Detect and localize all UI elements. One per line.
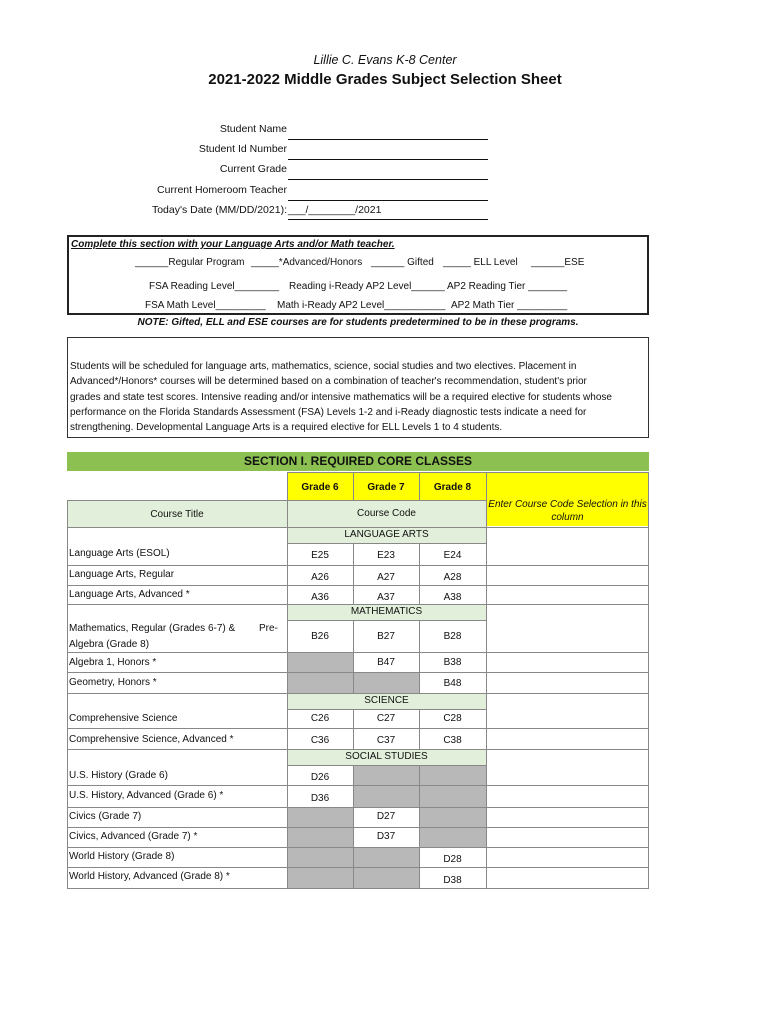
subject-header-social-studies: SOCIAL STUDIES (287, 749, 486, 765)
grade-6-header: Grade 6 (287, 472, 353, 500)
course-code-cell: A27 (377, 572, 395, 583)
date-underline (288, 219, 488, 220)
ell-level-option[interactable]: _____ ELL Level (443, 257, 518, 268)
na-cell (353, 672, 419, 693)
placement-line: grades and state test scores. Intensive reading and/or intensive mathematics will be a required elective for students whose (70, 391, 612, 403)
school-name: Lillie C. Evans K-8 Center (313, 53, 457, 67)
course-code-cell: D27 (376, 811, 396, 822)
course-code-cell: D38 (443, 875, 462, 886)
gifted-option[interactable]: ______ Gifted (371, 257, 434, 268)
course-title-cell: Language Arts (ESOL) (69, 548, 170, 559)
course-title-cell: Civics (Grade 7) (69, 811, 142, 822)
course-title-cell-extra: Pre- (259, 623, 278, 634)
teacher-section-box (67, 235, 649, 315)
section-heading: SECTION I. REQUIRED CORE CLASSES (67, 452, 649, 471)
na-cell (353, 847, 419, 867)
student-name-label: Student Name (219, 123, 287, 135)
date-label: Today's Date (MM/DD/2021): (151, 204, 287, 216)
course-title-cell: Comprehensive Science, Advanced * (69, 734, 234, 745)
course-code-cell: A26 (311, 572, 329, 583)
na-cell (287, 672, 353, 693)
course-code-cell: B47 (377, 657, 395, 668)
course-code-cell: E25 (311, 550, 329, 561)
subject-header-science: SCIENCE (287, 693, 486, 709)
course-code-cell: A38 (443, 592, 462, 603)
course-title-header: Course Title (67, 500, 287, 527)
course-code-cell: C27 (376, 713, 396, 724)
course-title-cell: U.S. History (Grade 6) (69, 770, 168, 781)
advanced-honors-option[interactable]: _____*Advanced/Honors (251, 257, 363, 268)
course-code-cell: D36 (310, 793, 330, 804)
math-iready-level[interactable]: Math i-Ready AP2 Level___________ (277, 300, 446, 311)
enter-code-header: Enter Course Code Selection in this column (486, 472, 649, 526)
course-code-cell: D37 (376, 831, 396, 842)
homeroom-teacher-label: Current Homeroom Teacher (157, 184, 287, 196)
course-code-cell: C38 (443, 735, 462, 746)
regular-program-option[interactable]: ______Regular Program (135, 257, 245, 268)
subject-header-mathematics: MATHEMATICS (287, 604, 486, 620)
placement-line: strengthening. Developmental Language Arts is a required elective for ELL Levels 1 to 4 students. (70, 422, 503, 434)
teacher-section-heading: Complete this section with your Language Arts and/or Math teacher. (71, 239, 395, 250)
course-title-cell: Language Arts, Advanced * (69, 589, 190, 600)
student-id-row (60, 140, 500, 160)
current-grade-row (60, 160, 500, 180)
course-code-cell: A36 (311, 592, 329, 603)
na-cell (419, 785, 486, 807)
course-title-cell: Mathematics, Regular (Grades 6-7) & (69, 623, 236, 634)
fsa-math-level[interactable]: FSA Math Level_________ (145, 300, 266, 311)
course-code-cell: B38 (443, 657, 462, 668)
student-id-label: Student Id Number (198, 143, 287, 155)
reading-iready-level[interactable]: Reading i-Ready AP2 Level______ (289, 281, 445, 292)
current-grade-field[interactable] (288, 179, 488, 180)
na-cell (287, 827, 353, 847)
student-name-row (60, 120, 500, 140)
course-code-cell: C37 (376, 735, 396, 746)
na-cell (287, 652, 353, 672)
course-code-cell: E24 (443, 550, 462, 561)
na-cell (287, 867, 353, 888)
course-code-cell: B26 (311, 631, 329, 642)
placement-line: Students will be scheduled for language arts, mathematics, science, social studies and two electives. Placement in (70, 361, 577, 372)
course-title-cell: World History (Grade 8) (69, 851, 175, 862)
na-cell (353, 765, 419, 785)
course-code-header: Course Code (287, 500, 486, 527)
program-note: NOTE: Gifted, ELL and ESE courses are for students predetermined to be in these programs. (137, 317, 579, 328)
date-field[interactable]: ___/________/2021 (288, 204, 382, 216)
course-title-cell: U.S. History, Advanced (Grade 6) * (69, 790, 224, 801)
placement-text-box (67, 337, 649, 438)
course-code-cell: B48 (443, 678, 462, 689)
page-title: 2021-2022 Middle Grades Subject Selection Sheet (208, 71, 562, 88)
grade-7-header: Grade 7 (353, 472, 419, 500)
course-title-cell-line2: Algebra (Grade 8) (69, 639, 150, 650)
course-code-cell: D26 (310, 772, 330, 783)
na-cell (287, 807, 353, 827)
course-title-cell: Language Arts, Regular (69, 569, 175, 580)
subject-header-language-arts: LANGUAGE ARTS (287, 527, 486, 543)
ese-option[interactable]: ______ESE (531, 257, 585, 268)
na-cell (419, 765, 486, 785)
na-cell (287, 847, 353, 867)
ap2-math-tier[interactable]: AP2 Math Tier _________ (451, 300, 568, 311)
current-grade-label: Current Grade (219, 163, 287, 175)
course-title-cell: Comprehensive Science (69, 713, 178, 724)
na-cell (353, 867, 419, 888)
na-cell (419, 807, 486, 827)
course-code-cell: D28 (443, 854, 462, 865)
course-code-cell: C28 (443, 713, 462, 724)
na-cell (353, 785, 419, 807)
ap2-reading-tier[interactable]: AP2 Reading Tier _______ (447, 281, 568, 292)
course-code-cell: C26 (310, 713, 330, 724)
grade-8-header: Grade 8 (419, 472, 486, 500)
course-title-cell: Algebra 1, Honors * (69, 657, 157, 668)
course-code-cell: A37 (377, 592, 395, 603)
placement-line: performance on the Florida Standards Assessment (FSA) Levels 1-2 and i-Ready diagnostic tests indicate a need for (70, 406, 587, 418)
placement-line: Advanced*/Honors* courses will be determined based on a combination of teacher's recommendation, student's prior (70, 376, 587, 388)
homeroom-teacher-row (60, 181, 500, 201)
course-title-cell: Geometry, Honors * (69, 677, 157, 688)
course-code-cell: B28 (443, 631, 462, 642)
course-code-cell: E23 (377, 550, 395, 561)
course-code-cell: A28 (443, 572, 462, 583)
course-code-cell: C36 (310, 735, 330, 746)
course-title-cell: World History, Advanced (Grade 8) * (69, 871, 230, 882)
date-row (60, 201, 500, 221)
na-cell (419, 827, 486, 847)
fsa-reading-level[interactable]: FSA Reading Level________ (149, 281, 280, 292)
course-title-cell: Civics, Advanced (Grade 7) * (69, 831, 198, 842)
course-code-cell: B27 (377, 631, 395, 642)
